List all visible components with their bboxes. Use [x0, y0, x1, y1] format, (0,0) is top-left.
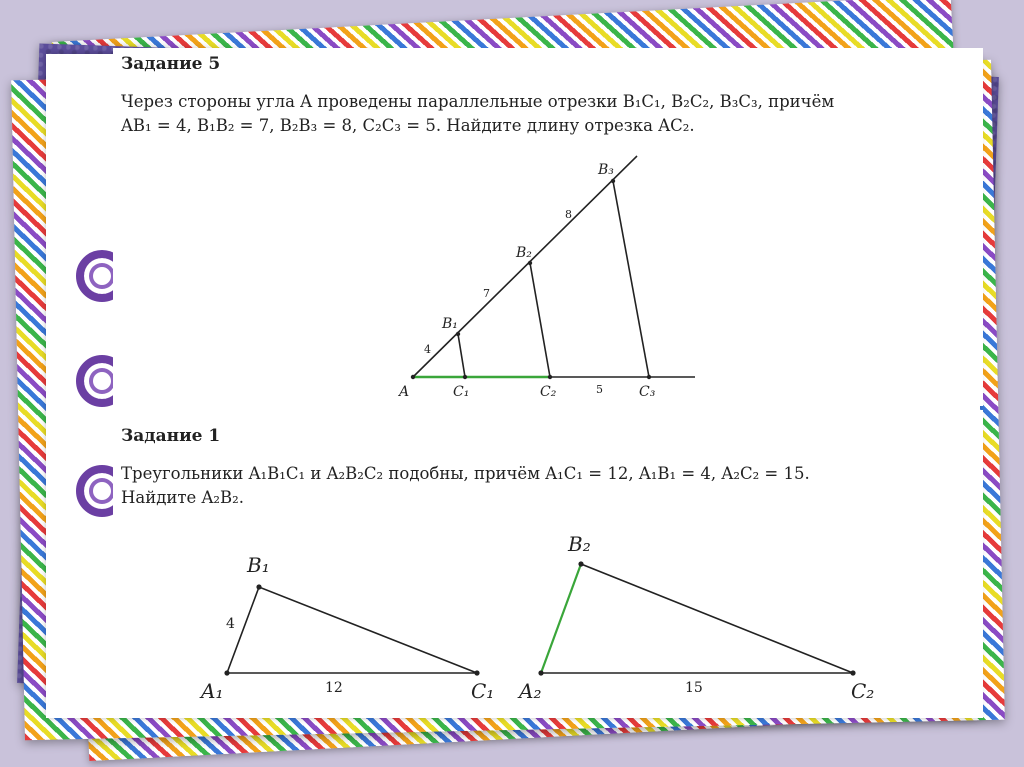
task5-text-line2: AB₁ = 4, B₁B₂ = 7, B₂B₃ = 8, C₂C₃ = 5. Найдите длину отрезка AC₂. [121, 116, 695, 135]
point-A2 [538, 670, 543, 675]
task5-card [113, 48, 983, 406]
label-B2: B₂ [568, 532, 591, 556]
label-B1B2: 7 [483, 287, 490, 300]
label-B1: B₁ [247, 553, 270, 577]
point-B1 [456, 332, 460, 336]
label-C1: C₁ [471, 679, 495, 703]
task5-angle-figure [113, 48, 983, 406]
side-B2C2 [581, 564, 853, 673]
segment-B3C3 [613, 181, 649, 377]
task1-card [113, 410, 983, 718]
label-B3: B₃ [598, 162, 614, 178]
triangle-A1B1C1 [227, 587, 477, 673]
label-B1: B₁ [442, 316, 458, 332]
label-A1: A₁ [201, 679, 224, 703]
label-B2B3: 8 [565, 208, 572, 221]
point-B2 [528, 261, 532, 265]
point-C2 [548, 375, 552, 379]
label-A2C2: 15 [685, 680, 703, 696]
task1-text-line2: Найдите A₂B₂. [121, 488, 245, 507]
point-C2 [850, 670, 855, 675]
label-AB1: 4 [424, 343, 431, 356]
point-A [411, 375, 415, 379]
task5-title: Задание 5 [121, 54, 221, 74]
point-B1 [256, 584, 261, 589]
label-C2: C₂ [540, 384, 557, 400]
label-C2: C₂ [851, 679, 875, 703]
label-C2C3: 5 [596, 383, 603, 396]
label-A: A [399, 384, 410, 400]
segment-B2C2 [530, 263, 550, 377]
angle-upper-ray [413, 156, 637, 377]
label-A2: A₂ [519, 679, 542, 703]
point-C1 [474, 670, 479, 675]
task1-triangles-figure [113, 410, 983, 718]
label-C1: C₁ [453, 384, 470, 400]
point-B2 [578, 561, 583, 566]
point-C1 [463, 375, 467, 379]
segment-B1C1 [458, 334, 465, 377]
task5-text-line1: Через стороны угла A проведены параллельные отрезки B₁C₁, B₂C₂, B₃C₃, причём [121, 92, 835, 111]
task1-title: Задание 1 [121, 426, 221, 446]
task1-text-line1: Треугольники A₁B₁C₁ и A₂B₂C₂ подобны, причём A₁C₁ = 12, A₁B₁ = 4, A₂C₂ = 15. [121, 464, 810, 483]
point-A1 [224, 670, 229, 675]
label-A1B1: 4 [226, 616, 235, 632]
point-C3 [647, 375, 651, 379]
label-A1C1: 12 [325, 680, 343, 696]
label-B2: B₂ [516, 245, 532, 261]
point-B3 [611, 179, 615, 183]
label-C3: C₃ [639, 384, 656, 400]
side-A2B2 [541, 564, 581, 673]
